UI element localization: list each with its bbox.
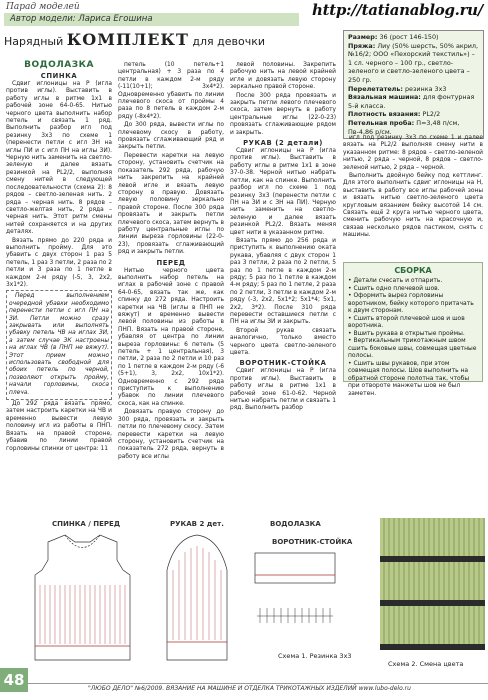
watermark-url[interactable]: http://tatianablog.ru/ (312, 1, 483, 19)
size-row: Размер: 36 (рост 146-150) (348, 33, 439, 41)
paragraph: игл под резинку 3х3 по схеме 1 и далее вязать на PL2/2 выполняя смену нити в указанном ритме: 8 рядов – светло-зеленой нитью, 2 ряда – черной, 8 рядов – светло-зеленой нитью, 2 ряда – черной. (343, 135, 483, 171)
page-number: 48 (0, 668, 28, 692)
title-main: КОМПЛЕКТ (66, 30, 189, 49)
assembly-item: • Оформить вырез горловины воротником, бейку которого притачать к двум сторонам. (348, 292, 474, 314)
knit-swatch (380, 518, 485, 658)
pattern-back-front (20, 530, 145, 670)
paragraph: Второй рукав связать аналогично, только вместо черного цвета светло-зеленого цвета. (230, 327, 336, 357)
rubric-title: Парад моделей (6, 2, 80, 12)
paragraph: После 300 ряда провязать и закрыть петли левого плечевого скоса, затем вернуть в работу центральные иглы (22-0-23) провязать сглаживающие рядом и закрыть. (230, 92, 336, 136)
assembly-item: • Вшить рукава в открытые проймы. (348, 329, 465, 337)
paragraph: Вязать прямо до 256 ряда и приступить к выполнению оката рукава, убавляя с двух сторон 1 раз 3 петли, 2 раза по 2 петли, 5 раз по 1 петле в каждом 2-м ряду; 5 раз по 1 петле в каждом 4-м ряду; 5 раз по 1 петле, 2 раза по 2 петли, 3 петли в каждом 2-м ряду (-3, 2х2, 5х1*2; 5х1*4; 5х1, 2х2, 3*2). После 310 ряда перевести оставшиеся петли с ПН на иглы ЗИ и закрыть. (230, 237, 336, 326)
density-row: Плотность вязания: PL2/2 (348, 110, 441, 119)
text-column-1 (6, 58, 113, 452)
page-title (4, 30, 304, 49)
materials-box (343, 30, 484, 139)
subsection-collar: ВОРОТНИК-СТОЙКА (239, 359, 327, 368)
diagram-label-back-front: СПИНКА / ПЕРЕД (52, 520, 121, 528)
magazine-footer-text: "ЛЮБО ДЕЛО" №6/2009. ВЯЗАНИЕ НА МАШИНЕ И ОТДЕЛКА ТРИКОТАЖНЫХ ИЗДЕЛИЙ www.lubo-delo.ru (88, 685, 411, 692)
paragraph: Сдвиг иглоницы на Р (игла против иглы). Выставить в работу иглы в ритме 1х1 в рабочей зоне 64-0-65. Нитью черного цвета выполнить набор петель и связать 1 ряд. Выполнить разбор игл под резинку 3х3 по схеме 1 (перенести петли с игл ЗН на иглы ПИ и с игл ПН на иглы ЗИ). Черную нить заменить на светло-зеленую и далее вязать резинкой на PL2/2, выполняя смену нитей в следующей последовательности (схема 2): 8 рядов – светло-зеленая нить. 2 ряда – черная нить. 8 рядов – светло-желтая нить, 2 ряда – черная нить. Этот ритм смены нитей сохраняется и на других деталях. (6, 81, 112, 236)
pattern-collar (245, 548, 345, 648)
tension-row: Петельная проба: П=3,48 п/см, Пв-4,86 р/см. (348, 118, 460, 136)
subsection-sleeve: РУКАВ (2 детали) (243, 139, 323, 148)
paragraph: Сдвиг иглоницы на Р (игла против иглы). Выставить в работу иглы в ритме 1х1 в зоне 37-0-38. Черной нитью набрать петли, как на спинке. Выполнить разбор игл по схеме 1 под резинку 3х3 (перенести петли с ПН на ЗИ и с ЗН на ПИ). Черную нить заменить на светло-зеленую и далее вязать резинкой PL2/2. Вязать меняя цвет нити в указанном ритме. (230, 148, 336, 236)
assembly-item: • Сшить швы рукавов, при этом совмещая полосы. Шов выполнить на обратной стороне полотна так, чтобы при отвороте манжеты шов не был заметен. (348, 359, 470, 397)
paragraph: Довязать правую сторону до 300 ряда, провязать и закрыть петли по плечевому скосу. Затем перевести каретки на левую сторону, установить счетчик на показатель 272 ряда, вернуть в работу все иглы (118, 409, 224, 460)
paragraph: левой половины. Закрепить рабочую нить на левой крайней игле и довязать левую сторону зеркально правой стороне. (230, 62, 336, 91)
scheme-2-caption: Схема 2. Смена цвета (388, 660, 464, 668)
assembly-item: • Вертикальным трикотажным швом сшить боковые швы, совмещая цветные полосы. (348, 337, 477, 359)
text-column-4 (343, 135, 483, 260)
assembly-item: • Детали счесать и отпарить. (348, 277, 443, 284)
text-column-2 (118, 62, 224, 460)
title-prefix: Нарядный (4, 35, 64, 48)
scheme-1-caption: Схема 1. Резинка 3х3 (278, 652, 352, 660)
paragraph: До 292 ряда вязать прямо, затем настроить каретки на ЧВ и временно вывести левую половину игл из работы в ПНП. Вязать на правой стороне, убавив по линии правой горловины спинки от центра: 11 (6, 401, 112, 452)
section-title-turtleneck: ВОДОЛАЗКА (24, 60, 94, 70)
transfer-row: Перелетатель: резинка 3х3 (348, 84, 447, 93)
diagram-label-sleeve: РУКАВ 2 дет. (170, 520, 224, 528)
machine-row: Вязальная машина: для фонтурная 5-й класса. (348, 93, 475, 110)
pattern-sleeve (155, 530, 240, 670)
yarn-row: Пряжа: Лиу (50% шерсть, 50% акрил, №16/2; ООО «Пехорский текстиль») – 1 сл. черного – 100 гр., светло-зеленого и светло-зеленого цвета – 250 гр. (348, 41, 479, 84)
subsection-back: СПИНКА (40, 72, 78, 80)
text-column-3 (230, 62, 336, 448)
note-box: Перед выполнением очередной убавки необходимо перенести петли с игл ПН на ЗИ. Петли можно сразу закрывать или выполнять убавку петель ЧВ на иглах ЗИ, а затем случае ЗК настроены на иглах ЧВ (в ПНП не вяжут). Этот прием можно использовать свободной для обоих петель по черной, позволяют открыть пройму, начали горловины, скоса плеча. (6, 290, 112, 400)
assembly-title: СБОРКА (394, 266, 432, 275)
assembly-item: • Сшить второй плечевой шов и шов воротника. (348, 314, 465, 329)
title-suffix: для девочки (192, 35, 266, 48)
assembly-item: • Сшить одно плечевой шов. (348, 284, 440, 292)
subsection-front: ПЕРЕД (156, 258, 186, 267)
paragraph: Выполнить двойную бейку под кеттлинг. Для этого выполнить сдвиг иглоницы на Н, выставить в работу все иглы рабочей зоны и вязать нитью светло-зеленого цвета кругловым вязанием бейку высотой 14 см. Связать ещё 2 круга нитью черного цвета, сменить рабочую нить на красочную и, связав несколько рядов пастиком, снять с машины. (343, 173, 483, 239)
assembly-box (343, 262, 483, 397)
diagram-label-turtleneck: ВОДОЛАЗКА (270, 520, 321, 528)
paragraph: Сдвиг иглоницы на Р (игла против иглы). Выставить в работу иглы в ритме 1х1 в рабочей зоне 61-0-62. Черной нитью набрать петли и связать 1 ряд. Выполнить разбор (230, 368, 336, 412)
diagram-label-collar: ВОРОТНИК-СТОЙКА (272, 538, 353, 546)
paragraph: Нитью черного цвета выполнить набор петель на иглах в рабочей зоне с правой 64-0-65, вязать так же, как спинку до 272 ряда. Настроить каретки на ЧВ (иглы в ПНП не вяжут) и временно вывести левой половины из работы в ПНП. Вязать на правой стороне, убавляя от центра по линии выреза горловины: 6 петель (5 петель + 1 центральная), 3 петли, 2 раза по 2 петли и 10 раз по 1 петле в каждом 2-м ряду (-6 (5+1), 3, 2х2, 10х1*2). Одновременно с 292 ряда приступить к выполнению убавок по линии плечевого скоса, как на спинке. (118, 267, 224, 407)
paragraph: До 300 ряда, вывести иглы по плечевому скосу в работу, провязать сглаживающий ряд и закрыть петли. (118, 122, 224, 151)
paragraph: Перевести каретки на левую сторону, установить счетчик на показатель 292 ряда, рабочую нить закрепить на крайней левой игле и вязать левую сторону в правую. Довязать левую половину зеркально правой стороне. После 300 ряда провязать и закрыть петли плечевого скоса, затем вернуть в работу центральные иглы по линии выреза горловины (22-0-23), провязать сглаживающий ряд и закрыть петли. (118, 152, 224, 256)
paragraph: петель (10 петель+1 центральная) + 3 раза по 4 петли в каждом 2-м ряду (-11(10+1); 3х4*2). Одновременно убавить по линии плечевого скоса от проймы 4 раза по 8 петель в каждом 2-м ряду (-8х4*2). (118, 62, 224, 120)
paragraph: Вязать прямо до 220 ряда и выполнить пройму. Для это убавить с двух сторон 1 раз 5 петель, 1 раз 3 петли, 2 раза по 2 петли и 3 раза по 1 петле в каждом 2-м ряду (-5, 3, 2х2, 3х1*2). (6, 237, 113, 288)
author-bar: Автор модели: Лариса Егошина (4, 13, 299, 26)
